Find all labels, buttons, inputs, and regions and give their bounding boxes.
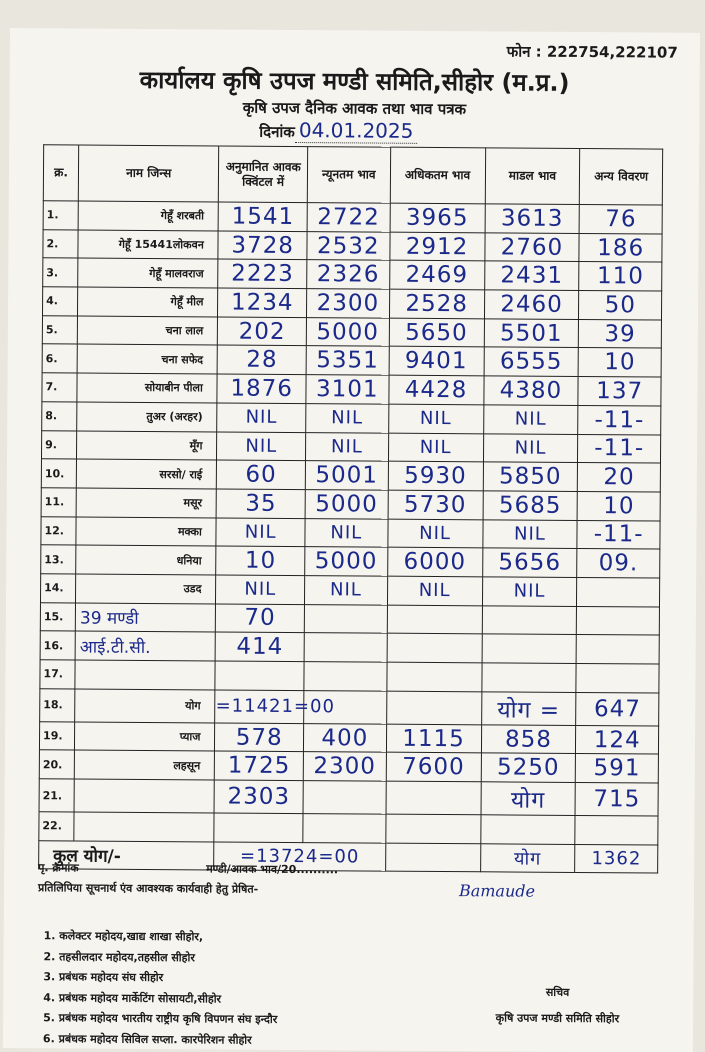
cell-min: 400 bbox=[304, 723, 387, 752]
row-serial: 19. bbox=[39, 721, 74, 750]
grand-total-modal-note: योग bbox=[480, 844, 575, 873]
cell-max bbox=[386, 662, 481, 691]
row-serial: 21. bbox=[39, 779, 74, 812]
cell-arrival bbox=[214, 813, 303, 842]
table-row bbox=[42, 402, 661, 435]
cell-max: 4428 bbox=[388, 375, 483, 404]
cell-min: 2300 bbox=[303, 752, 386, 781]
row-commodity: मूँग bbox=[77, 430, 217, 460]
distribution-item: 6. प्रबंधक महोदय सिविल सप्ला. कारपेरिशन सीहोर bbox=[42, 1031, 252, 1047]
cell-max: NIL bbox=[388, 404, 483, 433]
row-commodity: गेहूँ मालवराज bbox=[78, 258, 218, 288]
cell-other: -11- bbox=[578, 434, 661, 463]
row-commodity bbox=[74, 812, 214, 842]
row-serial: 14. bbox=[40, 574, 75, 603]
cell-arrival: NIL bbox=[216, 518, 305, 547]
cell-modal bbox=[480, 815, 575, 844]
cell-min: NIL bbox=[305, 576, 388, 605]
cell-max: NIL bbox=[387, 576, 482, 605]
cell-other: 591 bbox=[576, 754, 659, 783]
row-serial: 22. bbox=[39, 812, 74, 841]
cell-min: NIL bbox=[306, 432, 389, 461]
cell-modal bbox=[481, 663, 576, 692]
date-line bbox=[259, 118, 417, 143]
row-serial: 17. bbox=[40, 660, 75, 689]
distribution-item: 1. कलेक्टर महोदय,खाद्य शाखा सीहोर, bbox=[43, 929, 204, 944]
cell-min: 2326 bbox=[307, 260, 390, 289]
cell-other: 39 bbox=[579, 319, 662, 348]
row-commodity: धनिया bbox=[76, 545, 216, 575]
table-row bbox=[42, 344, 661, 377]
cell-other bbox=[577, 577, 660, 606]
table-row bbox=[43, 229, 662, 262]
cell-other: -11- bbox=[577, 520, 660, 549]
cell-other: 09. bbox=[577, 549, 660, 578]
cell-modal: 2431 bbox=[484, 261, 579, 290]
cell-modal: 4380 bbox=[483, 376, 578, 405]
ref-label: पृ. क्रमांक bbox=[38, 861, 79, 875]
cell-arrival: 202 bbox=[218, 317, 307, 346]
row-commodity: गेहूँ मील bbox=[78, 287, 218, 317]
cell-max: 5730 bbox=[388, 490, 483, 519]
cell-max bbox=[386, 781, 481, 815]
cell-other: -11- bbox=[578, 405, 661, 434]
distribution-item: 3. प्रबंधक महोदय संघ सीहोर bbox=[43, 970, 164, 985]
cell-arrival: 2303 bbox=[214, 780, 303, 814]
grand-total-arrival: =13724=00 bbox=[214, 842, 385, 872]
reference-line bbox=[38, 860, 658, 879]
row-commodity: आई.टी.सी. bbox=[75, 631, 215, 661]
cell-arrival: NIL bbox=[217, 403, 306, 432]
row-commodity bbox=[74, 779, 215, 813]
cell-arrival: NIL bbox=[217, 431, 306, 460]
col-header-min-price: न्यूनतम भाव bbox=[307, 147, 390, 204]
cell-modal: NIL bbox=[483, 405, 578, 434]
cell-other bbox=[576, 635, 659, 664]
row-serial: 18. bbox=[40, 688, 75, 721]
cell-max: NIL bbox=[387, 519, 482, 548]
row-commodity: चना लाल bbox=[77, 316, 217, 346]
distribution-item: 2. तहसीलदार महोदय,तहसील सीहोर bbox=[43, 949, 195, 964]
cell-other bbox=[575, 816, 658, 845]
table-row bbox=[43, 258, 662, 291]
cell-other bbox=[577, 606, 660, 635]
col-header-commodity: नाम जिन्स bbox=[78, 145, 219, 202]
table-row bbox=[42, 315, 661, 348]
cell-min: 2300 bbox=[307, 289, 390, 318]
cell-arrival: 28 bbox=[217, 345, 306, 374]
ref-mid: मण्डी/आवक भाव/20.......... bbox=[206, 862, 339, 877]
table-row bbox=[40, 602, 659, 635]
col-header-modal-price: माडल भाव bbox=[485, 148, 580, 205]
secretary-block bbox=[496, 979, 620, 1032]
row-serial: 6. bbox=[42, 344, 77, 373]
cell-arrival: 35 bbox=[216, 489, 305, 518]
cell-other: 20 bbox=[578, 463, 661, 492]
cell-modal: 2760 bbox=[484, 233, 579, 262]
row-commodity: गेहूँ शरबती bbox=[78, 201, 218, 231]
cell-modal: 5501 bbox=[484, 319, 579, 348]
cell-other: 10 bbox=[579, 348, 662, 377]
col-header-max-price: अधिकतम भाव bbox=[390, 147, 485, 204]
document-subtitle: कृषि उपज दैनिक आवक तथा भाव पत्रक bbox=[242, 98, 467, 119]
table-row bbox=[39, 750, 658, 783]
cell-arrival: 70 bbox=[216, 604, 305, 633]
cell-max: 3965 bbox=[390, 203, 485, 232]
cell-max bbox=[387, 633, 482, 662]
cell-modal: योग = bbox=[481, 691, 576, 725]
row-serial: 5. bbox=[42, 315, 77, 344]
cell-arrival: 60 bbox=[217, 460, 306, 489]
cell-max: 5650 bbox=[389, 318, 484, 347]
cell-max: 2469 bbox=[389, 261, 484, 290]
cell-max: 2528 bbox=[389, 289, 484, 318]
row-serial: 15. bbox=[40, 602, 75, 631]
cell-arrival: NIL bbox=[216, 575, 305, 604]
row-serial: 7. bbox=[42, 373, 77, 402]
cell-other: 137 bbox=[578, 377, 661, 406]
row-commodity: सरसो/ राई bbox=[76, 459, 216, 489]
cell-other: 76 bbox=[580, 204, 663, 233]
distribution-list bbox=[43, 926, 278, 1051]
table-row bbox=[41, 516, 660, 549]
table-row bbox=[42, 287, 661, 320]
cell-modal: 2460 bbox=[484, 290, 579, 319]
cell-arrival: 1725 bbox=[215, 751, 304, 780]
table-row bbox=[41, 545, 660, 578]
row-commodity: प्याज bbox=[75, 722, 215, 752]
cell-arrival: 3728 bbox=[218, 231, 307, 260]
cell-max: 9401 bbox=[389, 347, 484, 376]
table-row bbox=[39, 721, 658, 754]
cell-min: NIL bbox=[305, 518, 388, 547]
distribution-item: 5. प्रबंधक महोदय भारतीय राष्ट्रीय कृषि विपणन संघ इन्दौर bbox=[43, 1011, 278, 1026]
cell-max bbox=[387, 605, 482, 634]
secretary-title: सचिव bbox=[545, 985, 570, 999]
grand-total-label: कुल योग/- bbox=[39, 840, 215, 870]
cell-arrival: =11421=00 bbox=[215, 690, 304, 724]
cell-arrival: 2223 bbox=[218, 259, 307, 288]
table-row bbox=[40, 660, 659, 693]
row-commodity: योग bbox=[75, 689, 216, 723]
handwritten-signature: Bamaude bbox=[458, 881, 536, 901]
row-commodity: गेहूँ 15441लोकवन bbox=[78, 230, 218, 260]
cell-modal: 5250 bbox=[481, 753, 576, 782]
cell-other: 10 bbox=[578, 491, 661, 520]
cell-arrival: 1876 bbox=[217, 374, 306, 403]
cell-min: 5351 bbox=[306, 346, 389, 375]
cell-max: 1115 bbox=[386, 724, 481, 753]
cell-modal: 5656 bbox=[482, 548, 577, 577]
cell-min: NIL bbox=[306, 403, 389, 432]
cell-min: 5000 bbox=[306, 317, 389, 346]
cell-max: NIL bbox=[388, 433, 483, 462]
row-commodity: चना सफेद bbox=[77, 344, 217, 374]
cell-max: 7600 bbox=[386, 753, 481, 782]
phone-numbers: फोन : 222754,222107 bbox=[506, 42, 678, 62]
row-serial: 8. bbox=[42, 402, 77, 431]
row-commodity: मक्का bbox=[76, 517, 216, 547]
row-serial: 3. bbox=[43, 258, 78, 287]
col-header-other: अन्य विवरण bbox=[580, 148, 663, 205]
table-row bbox=[39, 779, 658, 816]
cell-min: 2532 bbox=[307, 231, 390, 260]
date-value: 04.01.2025 bbox=[295, 118, 418, 144]
cell-modal bbox=[482, 634, 577, 663]
distribution-item: 4. प्रबंधक महोदय मार्केटिंग सोसायटी,सीहोर bbox=[43, 990, 222, 1005]
cell-other bbox=[576, 663, 659, 692]
cell-max: 5930 bbox=[388, 461, 483, 490]
cell-modal: NIL bbox=[482, 519, 577, 548]
cell-other: 124 bbox=[576, 725, 659, 754]
cell-max: 2912 bbox=[389, 232, 484, 261]
cell-modal bbox=[482, 605, 577, 634]
table-header-row bbox=[43, 145, 662, 205]
cell-other: 647 bbox=[576, 692, 659, 726]
row-commodity: सोयाबीन पीला bbox=[77, 373, 217, 403]
cell-modal: 3613 bbox=[485, 204, 580, 233]
row-commodity: मसूर bbox=[76, 488, 216, 518]
cell-min bbox=[303, 781, 386, 815]
cell-other: 50 bbox=[579, 291, 662, 320]
cell-modal: NIL bbox=[483, 433, 578, 462]
price-table bbox=[38, 144, 663, 874]
table-row bbox=[40, 631, 659, 664]
table-row bbox=[40, 688, 659, 725]
row-serial: 9. bbox=[41, 430, 76, 459]
cell-min bbox=[304, 633, 387, 662]
cell-other: 186 bbox=[579, 233, 662, 262]
cell-min: 3101 bbox=[306, 375, 389, 404]
cell-arrival: 414 bbox=[215, 632, 304, 661]
col-header-serial: क्र. bbox=[43, 145, 78, 201]
date-label: दिनांक bbox=[259, 122, 295, 141]
row-serial: 4. bbox=[42, 287, 77, 316]
row-serial: 10. bbox=[41, 459, 76, 488]
cell-modal: 6555 bbox=[484, 347, 579, 376]
mandi-price-sheet bbox=[3, 28, 700, 1052]
cell-modal: 5850 bbox=[483, 462, 578, 491]
forward-note: प्रतिलिपिया सूचनार्थ एंव आवश्यक कार्यवाही हेतु प्रेषित- bbox=[37, 881, 259, 896]
secretary-org: कृषि उपज मण्डी समिति सीहोर bbox=[495, 1011, 620, 1026]
cell-arrival: 1541 bbox=[218, 202, 307, 231]
row-serial: 11. bbox=[41, 488, 76, 517]
cell-min: 5000 bbox=[305, 489, 388, 518]
table-row bbox=[40, 574, 659, 607]
table-row bbox=[41, 459, 660, 492]
cell-modal: योग bbox=[481, 782, 576, 816]
row-commodity: लहसून bbox=[74, 750, 214, 780]
table-row bbox=[39, 812, 658, 845]
cell-min: 5000 bbox=[305, 547, 388, 576]
cell-min bbox=[304, 662, 387, 691]
row-serial: 13. bbox=[41, 545, 76, 574]
cell-min bbox=[303, 814, 386, 843]
cell-min bbox=[304, 604, 387, 633]
cell-other: 110 bbox=[579, 262, 662, 291]
row-commodity: तुअर (अरहर) bbox=[77, 402, 217, 432]
cell-max bbox=[385, 814, 480, 843]
cell-arrival: 1234 bbox=[218, 288, 307, 317]
cell-arrival bbox=[215, 661, 304, 690]
row-commodity: 39 मण्डी bbox=[75, 603, 215, 633]
cell-max: 6000 bbox=[387, 547, 482, 576]
cell-arrival: 10 bbox=[216, 546, 305, 575]
cell-modal: 858 bbox=[481, 724, 576, 753]
row-serial: 12. bbox=[41, 516, 76, 545]
table-row bbox=[42, 373, 661, 406]
col-header-arrival: अनुमानित आवक क्विंटल में bbox=[219, 146, 308, 203]
cell-modal: NIL bbox=[482, 577, 577, 606]
row-serial: 2. bbox=[43, 229, 78, 258]
row-commodity bbox=[75, 660, 215, 690]
row-serial: 16. bbox=[40, 631, 75, 660]
cell-arrival: 578 bbox=[215, 723, 304, 752]
row-commodity: उडद bbox=[76, 574, 216, 604]
office-title: कार्यालय कृषि उपज मण्डी समिति,सीहोर (म.प्र.) bbox=[139, 65, 570, 97]
cell-min: 5001 bbox=[305, 461, 388, 490]
cell-other: 715 bbox=[575, 783, 658, 817]
row-serial: 20. bbox=[39, 750, 74, 779]
table-row bbox=[41, 430, 660, 463]
row-serial: 1. bbox=[43, 201, 78, 230]
cell-min: 2722 bbox=[307, 203, 390, 232]
table-row bbox=[41, 488, 660, 521]
cell-modal: 5685 bbox=[483, 491, 578, 520]
grand-total-other: 1362 bbox=[575, 844, 658, 873]
table-row bbox=[43, 201, 662, 234]
cell-max bbox=[386, 691, 481, 725]
